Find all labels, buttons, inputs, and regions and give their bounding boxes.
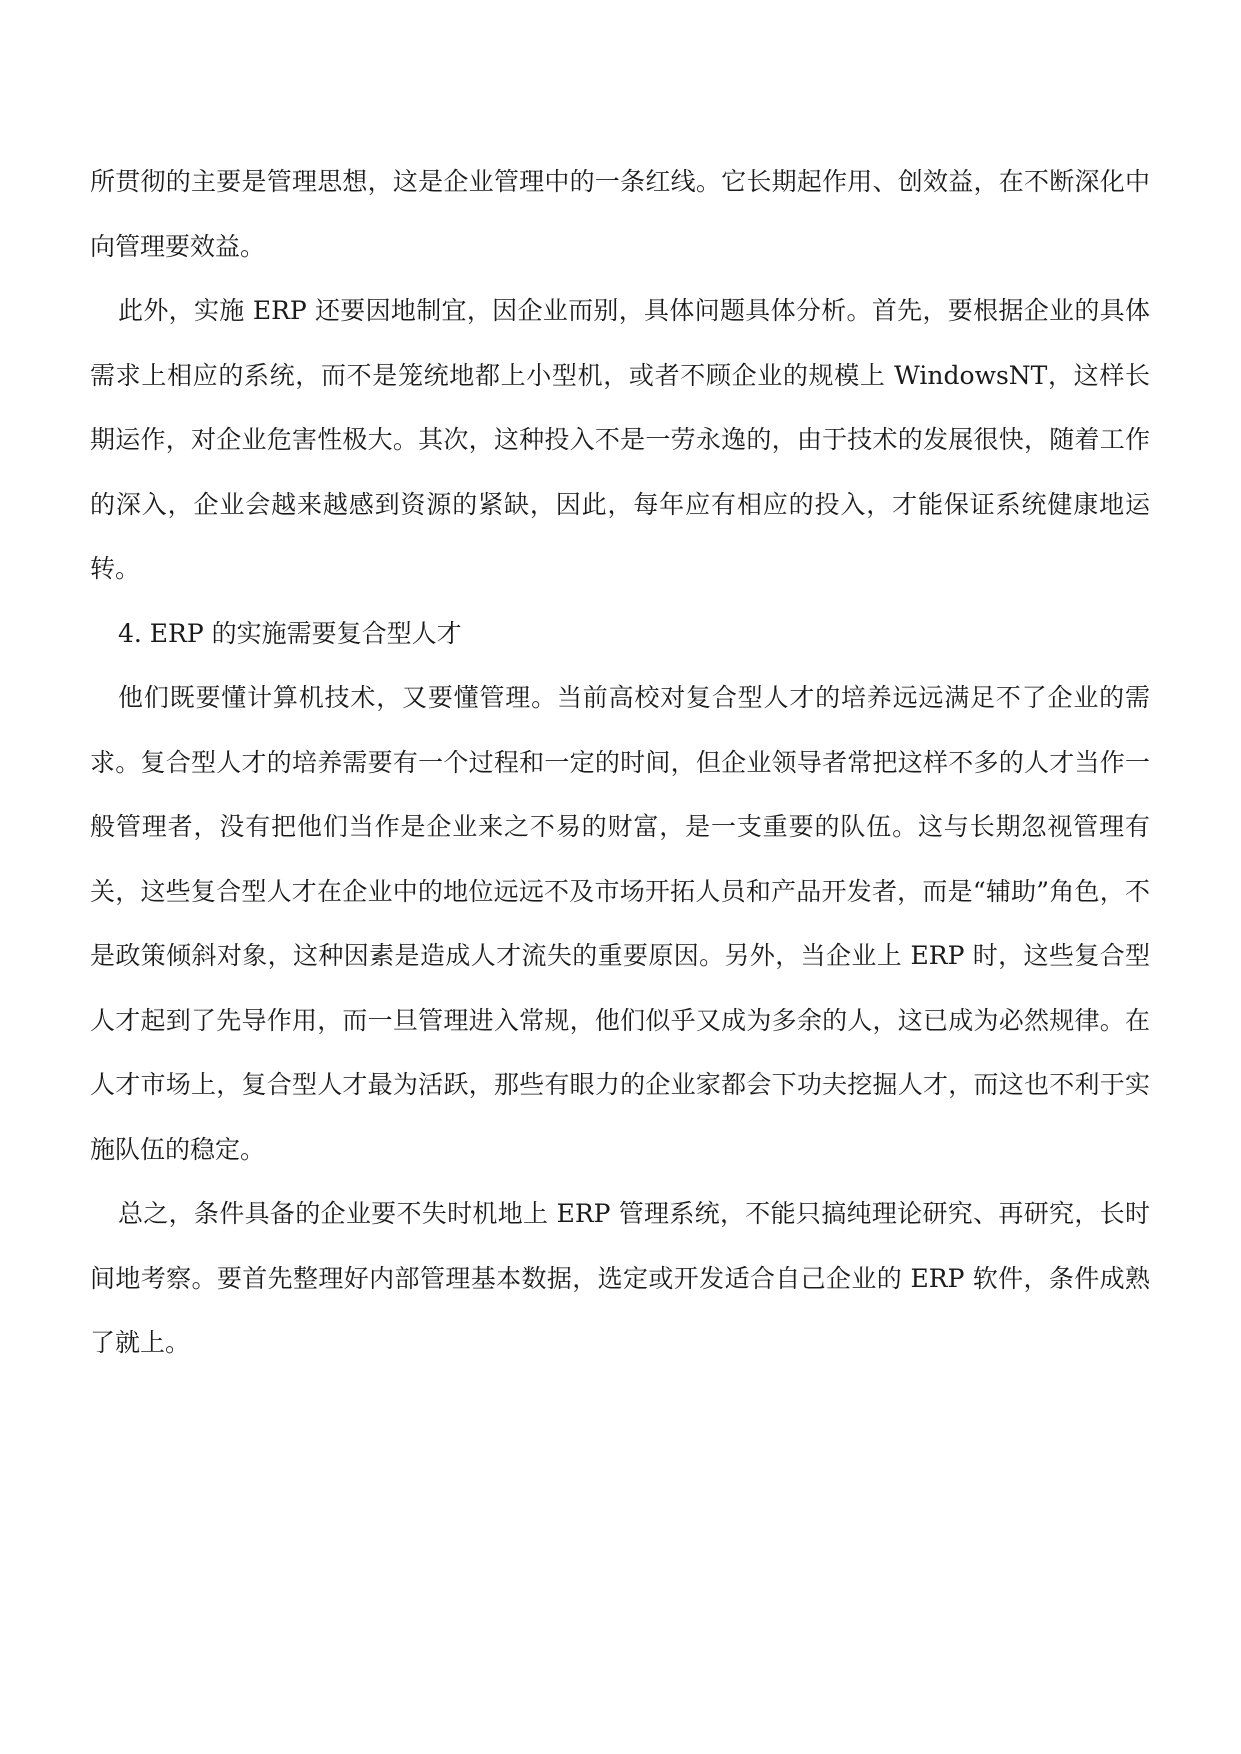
paragraph-continuation: 所贯彻的主要是管理思想，这是企业管理中的一条红线。它长期起作用、创效益，在不断深化中向管理要效益。 xyxy=(90,167,1150,261)
paragraph-conclusion: 总之，条件具备的企业要不失时机地上 ERP 管理系统，不能只搞纯理论研究、再研究，长时间地考察。要首先整理好内部管理基本数据，选定或开发适合自己企业的 ERP 软件，条件成熟了就上。 xyxy=(90,1199,1150,1357)
section-heading-4: 4. ERP 的实施需要复合型人才 xyxy=(118,618,462,648)
paragraph-talent: 他们既要懂计算机技术，又要懂管理。当前高校对复合型人才的培养远远满足不了企业的需求。复合型人才的培养需要有一个过程和一定的时间，但企业领导者常把这样不多的人才当作一般管理者，没有把他们当作是企业来之不易的财富，是一支重要的队伍。这与长期忽视管理有关，这些复合型人才在企业中的地位远远不及市场开拓人员和产品开发者，而是“辅助”角色，不是政策倾斜对象，这种因素是造成人才流失的重要原因。另外，当企业上 ERP 时，这些复合型人才起到了先导作用，而一旦管理进入常规，他们似乎又成为多余的人，这已成为必然规律。在人才市场上，复合型人才最为活跃，那些有眼力的企业家都会下功夫挖掘人才，而这也不利于实施队伍的稳定。 xyxy=(90,683,1150,1164)
paragraph-erp-adaptation: 此外，实施 ERP 还要因地制宜，因企业而别，具体问题具体分析。首先，要根据企业的具体需求上相应的系统，而不是笼统地都上小型机，或者不顾企业的规模上 WindowsNT，这样长期运作，对企业危害性极大。其次，这种投入不是一劳永逸的，由于技术的发展很快，随着工作的深入，企业会越来越感到资源的紧缺，因此，每年应有相应的投入，才能保证系统健康地运转。 xyxy=(90,296,1150,583)
document-body xyxy=(90,150,1150,1376)
